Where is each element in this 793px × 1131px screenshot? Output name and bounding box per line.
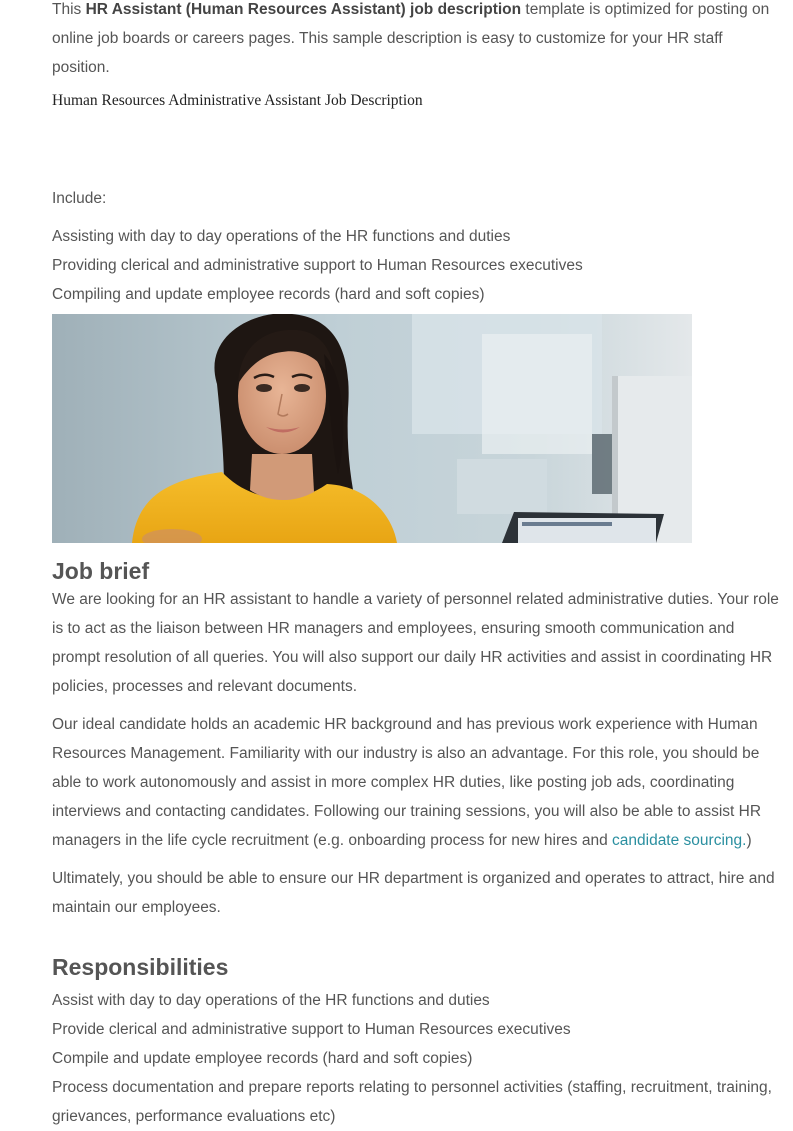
document-body	[52, 0, 782, 1131]
hr-assistant-photo	[52, 314, 692, 543]
list-item: Providing clerical and administrative support to Human Resources executives	[52, 257, 583, 274]
paragraph-text-end: )	[746, 832, 752, 849]
list-item: Assisting with day to day operations of the HR functions and duties	[52, 228, 511, 245]
list-item: Assist with day to day operations of the HR functions and duties	[52, 992, 490, 1009]
intro-lead: This	[52, 1, 86, 18]
list-item: Process documentation and prepare reports relating to personnel activities (staffing, recruitment, training, grievances, performance evaluations etc)	[52, 1079, 772, 1125]
list-item: Provide clerical and administrative support to Human Resources executives	[52, 1021, 571, 1038]
responsibilities-heading: Responsibilities	[52, 954, 229, 980]
list-item: Compiling and update employee records (hard and soft copies)	[52, 286, 485, 303]
document-title: Human Resources Administrative Assistant Job Description	[52, 92, 423, 109]
job-brief-heading: Job brief	[52, 558, 150, 584]
intro-rest: template is optimized for posting on online job boards or careers pages. This sample description is easy to customize for your HR staff position.	[52, 1, 770, 76]
paragraph-text: Our ideal candidate holds an academic HR background and has previous work experience with Human Resources Management. Familiarity with our industry is also an advantage. For this role, you should be able to work autonomously and assist in more complex HR duties, like posting job ads, coordinating interviews and contacting candidates. Following our training sessions, you will also be able to assist HR managers in the life cycle recruitment (e.g. onboarding process for new hires and	[52, 716, 762, 849]
photo-illustration	[52, 314, 692, 543]
candidate-sourcing-link[interactable]: candidate sourcing.	[612, 832, 747, 849]
include-label: Include:	[52, 190, 107, 207]
intro-paragraph	[52, 0, 782, 82]
responsibilities-list	[52, 986, 782, 1131]
job-brief-paragraph-3: Ultimately, you should be able to ensure our HR department is organized and operates to attract, hire and maintain our employees.	[52, 870, 775, 916]
list-item: Compile and update employee records (hard and soft copies)	[52, 1050, 473, 1067]
job-brief-paragraph-2	[52, 710, 782, 855]
include-list	[52, 222, 782, 309]
job-brief-paragraph-1: We are looking for an HR assistant to handle a variety of personnel related administrative duties. Your role is to act as the liaison between HR managers and employees, ensuring smooth communication and prompt resolution of all queries. You will also support our daily HR activities and assist in coordinating HR policies, processes and relevant documents.	[52, 591, 779, 695]
intro-bold-title: HR Assistant (Human Resources Assistant) job description	[85, 1, 522, 18]
